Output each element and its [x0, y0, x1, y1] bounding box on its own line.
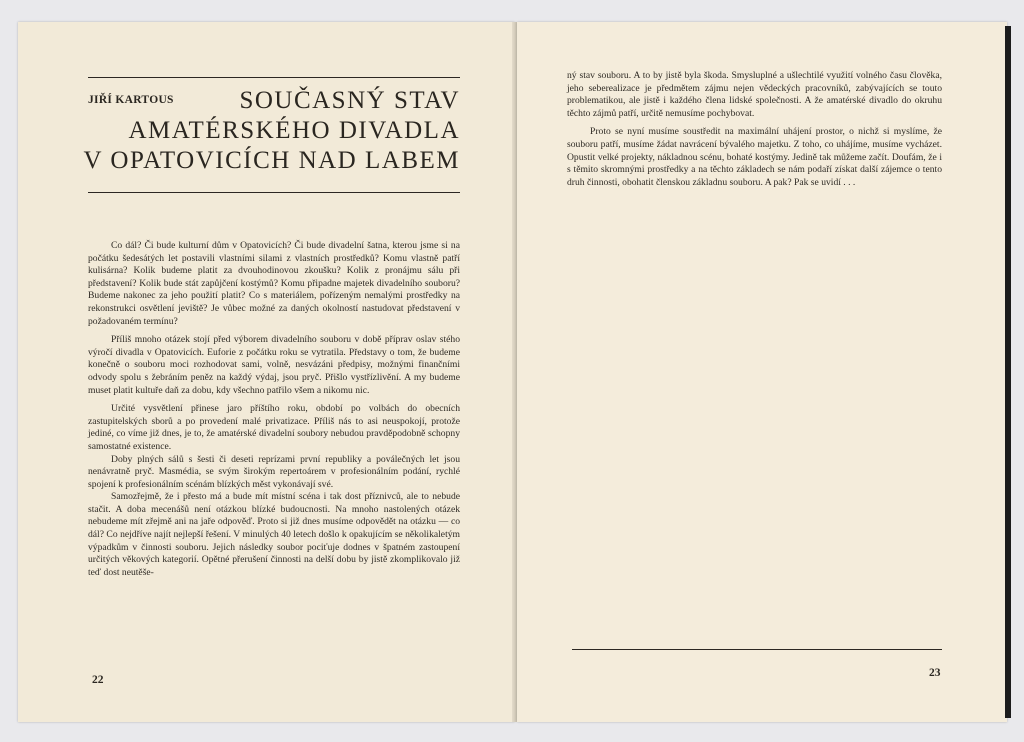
article-title — [68, 86, 460, 176]
right-page — [517, 22, 1007, 722]
article-body-left — [88, 240, 460, 585]
title-line: SOUČASNÝ STAV — [239, 87, 460, 114]
author-name: JIŘÍ KARTOUS — [88, 94, 174, 106]
paragraph: Proto se nyní musíme soustředit na maximální uhájení prostor, o nichž si myslíme, že souboru patří, musíme žádat navrácení bývalého majetku. Z toho, co uhájíme, musíme vycházet. Opustit velké projekty, nákladnou scénu, bohaté kostýmy. Jedině tak můžeme začít. Doufám, že i s těmito skromnými prostředky a na těchto základech se nám podaří získat další zájemce o tento druh činnosti, obohatit členskou základnu souboru. A pak? Pak se uvidí . . . — [567, 126, 942, 188]
article-body-right — [567, 70, 942, 195]
left-page — [18, 22, 515, 722]
page-edge-shadow — [1005, 26, 1011, 718]
paragraph: Určité vysvětlení přinese jaro příštího roku, období po volbách do obecních zastupitelských sborů a po provedení malé privatizace. Příliš nás to asi neuspokojí, protože jediné, co víme již dnes, je to, že amatérské divadelní soubory nebudou pravděpodobně schopny samostatné existence. — [88, 403, 460, 452]
paragraph: ný stav souboru. A to by jistě byla škoda. Smysluplné a ušlechtilé využití volného času člověka, jeho seberealizace je předmětem zájmu nejen vědeckých pracovníků, zabývajících se touto problematikou, ale jistě i každého člena lidské společnosti. A že amatérské divadlo do okruhu těchto zájmů patří, určitě nemusíme pochybovat. — [567, 70, 942, 119]
top-rule — [88, 77, 460, 78]
page-number-right: 23 — [929, 667, 941, 679]
bottom-rule — [572, 649, 942, 650]
paragraph: Co dál? Či bude kulturní dům v Opatovicích? Či bude divadelní šatna, kterou jsme si na počátku šedesátých let postavili vlastními silami z vlastních prostředků? Komu vlastně patří kulisárna? Kolik budeme platit za dvouhodinovou zkoušku? Kolik z pronájmu sálu při představení? Kolik bude stát zapůjčení kostýmů? Komu připadne majetek divadelního souboru? Budeme nakonec za jeho použití platit? Co s materiálem, pořízeným nemalými prostředky na rekonstrukci osvětlení jeviště? Je vůbec možné za daných okolností nastudovat představení v požadovaném termínu? — [88, 240, 460, 327]
paragraph: Samozřejmě, že i přesto má a bude mít místní scéna i tak dost příznivců, ale to nebude stačit. A doba mecenášů není otázkou blízké budoucnosti. Na mnoho nastolených otázek nebudeme mít zřejmě ani na jaře odpověď. Proto si již dnes musíme odpovědět na otázku — co dál? Co nejdříve najít nejlepší řešení. V minulých 40 letech došlo k opakujícím se několikaletým výpadkům v činnosti souboru. Jejich následky soubor pociťuje dodnes v špatném zastoupení určitých věkových kategorií. Opětné přerušení činnosti na delší dobu by jistě zkomplikovalo již teď dost neutěše- — [88, 491, 460, 578]
paragraph: Příliš mnoho otázek stojí před výborem divadelního souboru v době příprav oslav stého výročí divadla v Opatovicích. Euforie z počátku roku se vytratila. Představy o tom, že budeme konečně o souboru moci rozhodovat sami, volně, nesvázáni předpisy, možnými finančními odvody spolu s žebráním peněz na každý výdaj, jsou pryč. Přišlo vystřízlivění. A my budeme muset platit kultuře daň za dobu, kdy všechno patřilo všem a nikomu nic. — [88, 334, 460, 396]
paragraph: Doby plných sálů s šesti či deseti reprízami první republiky a poválečných let jsou nenávratně pryč. Masmédia, se svým širokým repertoárem v profesionálním podání, rychlé spojení k profesionálním scénám blízkých měst vykonávají své. — [88, 453, 460, 490]
page-number-left: 22 — [92, 674, 104, 686]
title-rule — [88, 192, 460, 193]
title-line: V OPATOVICÍCH NAD LABEM — [83, 147, 460, 174]
title-line: AMATÉRSKÉHO DIVADLA — [128, 117, 460, 144]
